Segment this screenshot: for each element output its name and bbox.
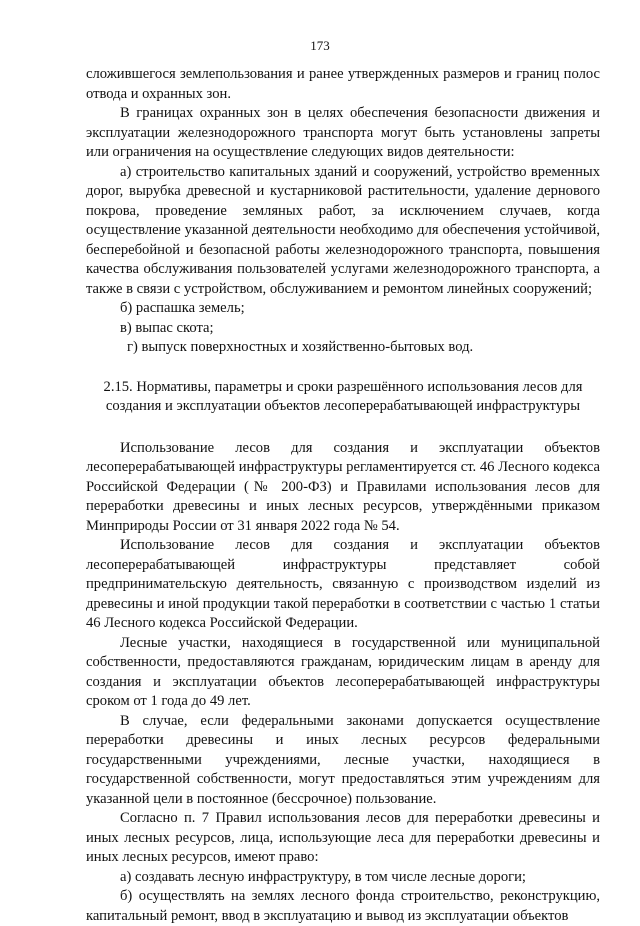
document-body xyxy=(86,65,600,926)
paragraph-rights: Согласно п. 7 Правил использования лесов для переработки древесины и иных лесных ресурсов, лица, использующие леса для переработки древесины и иных лесных ресурсов, имеют право: xyxy=(86,810,600,865)
paragraph-security-zones: В границах охранных зон в целях обеспечения безопасности движения и эксплуатации железнодорожного транспорта могут быть установлены запреты или ограничения на осуществление следующих видов деятельности: xyxy=(86,105,600,160)
paragraph-regulation: Использование лесов для создания и эксплуатации объектов лесоперерабатывающей инфраструктуры регламентируется ст. 46 Лесного кодекса Российской Федерации (№ 200-ФЗ) и Правилами использования лесов для переработки древесины и иных лесных ресурсов, утверждёнными приказом Минприроды России от 31 января 2022 года № 54. xyxy=(86,439,600,534)
list-item-b-construction-works: б) осуществлять на землях лесного фонда строительство, реконструкцию, капитальный ремонт, ввод в эксплуатацию и вывод из эксплуатации объектов xyxy=(86,888,600,924)
paragraph-entrepreneurship: Использование лесов для создания и эксплуатации объектов лесоперерабатывающей инфраструктуры представляет собой предпринимательскую деятельность, связанную с производством изделий из древесины и иной продукции такой переработки в соответствии с частью 1 статьи 46 Лесного кодекса Российской Федерации. xyxy=(86,537,600,631)
list-item-g-discharge: г) выпуск поверхностных и хозяйственно-бытовых вод. xyxy=(127,339,474,355)
paragraph-federal-institutions: В случае, если федеральными законами допускается осуществление переработки древесины и иных лесных ресурсов федеральными государственными учреждениями, лесные участки, находящиеся в государственной собственности, могут предоставляться этим учреждениям для указанной цели в постоянное (бессрочное) пользование. xyxy=(86,712,600,807)
list-item-a-infrastructure: а) создавать лесную инфраструктуру, в том числе лесные дороги; xyxy=(120,868,526,885)
list-item-v-grazing: в) выпас скота; xyxy=(120,319,214,336)
list-item-b-plowing: б) распашка земель; xyxy=(120,300,245,316)
section-heading-2-15: 2.15. Нормативы, параметры и сроки разрешённого использования лесов для создания и эксплуатации объектов лесоперерабатывающей инфраструктуры xyxy=(103,378,583,414)
paragraph-lease-terms: Лесные участки, находящиеся в государственной или муниципальной собственности, предоставляются гражданам, юридическим лицам в аренду для создания и эксплуатации объектов лесоперерабатывающей инфраструктуры сроком от 1 года до 49 лет. xyxy=(86,634,600,709)
paragraph-land-use: сложившегося землепользования и ранее утвержденных размеров и границ полос отвода и охранных зон. xyxy=(86,66,600,102)
list-item-a-construction: а) строительство капитальных зданий и сооружений, устройство временных дорог, вырубка древесной и кустарниковой растительности, удаление дернового покрова, проведение земляных работ, за исключением случаев, когда осуществление указанной деятельности необходимо для обеспечения устойчивой, бесперебойной и безопасной работы железнодорожного транспорта, повышения качества обслуживания пользователей услугами железнодорожного транспорта, а также в связи с устройством, обслуживанием и ремонтом линейных сооружений; xyxy=(86,163,600,297)
page-number: 173 xyxy=(310,38,330,53)
